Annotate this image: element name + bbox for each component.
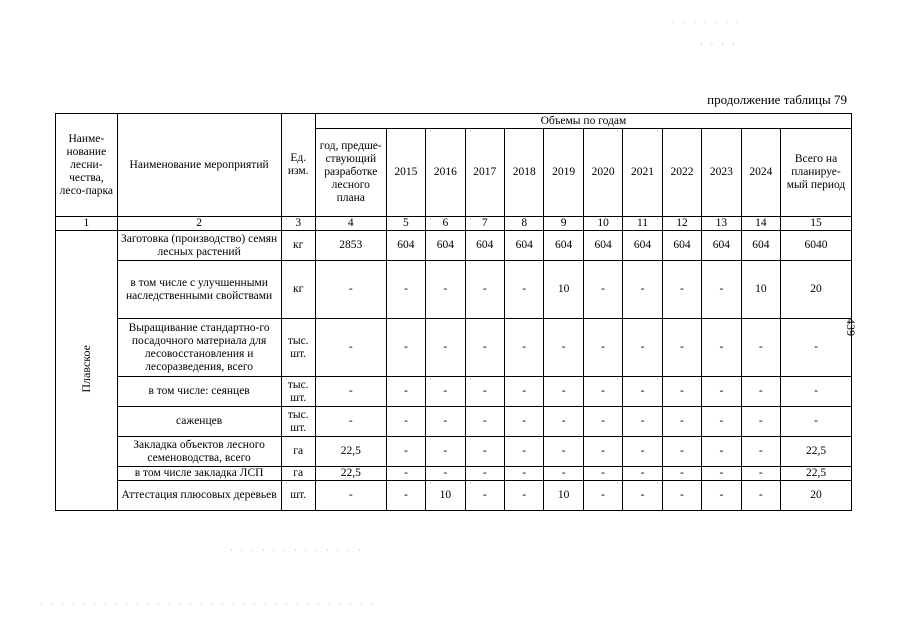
unit-cell: тыс. шт. — [281, 377, 315, 407]
value-cell: - — [702, 377, 741, 407]
value-cell: - — [702, 437, 741, 467]
value-cell: - — [465, 377, 504, 407]
header-volumes-by-year: Объемы по годам — [315, 114, 851, 129]
data-table — [55, 113, 852, 511]
value-cell: - — [741, 437, 780, 467]
value-cell: - — [544, 377, 583, 407]
value-cell: 10 — [544, 261, 583, 319]
forestry-cell — [56, 231, 118, 511]
value-cell: 604 — [583, 231, 622, 261]
value-cell: - — [583, 467, 622, 481]
unit-cell: тыс. шт. — [281, 407, 315, 437]
column-number: 12 — [662, 217, 701, 231]
table-row — [56, 481, 852, 511]
value-cell: - — [504, 377, 543, 407]
header-forestry: Наиме-нование лесни-чества, лесо-парка — [56, 114, 118, 217]
activity-name: саженцев — [117, 407, 281, 437]
value-cell: 604 — [504, 231, 543, 261]
column-number: 8 — [504, 217, 543, 231]
value-cell: 604 — [623, 231, 662, 261]
value-cell: - — [426, 261, 465, 319]
unit-cell: тыс. шт. — [281, 319, 315, 377]
table-row — [56, 319, 852, 377]
header-year: 2015 — [386, 129, 425, 217]
value-cell: - — [662, 377, 701, 407]
unit-cell: кг — [281, 231, 315, 261]
value-cell: - — [741, 319, 780, 377]
value-cell: - — [623, 377, 662, 407]
column-number: 3 — [281, 217, 315, 231]
value-cell: - — [386, 407, 425, 437]
value-cell: 604 — [426, 231, 465, 261]
table-row — [56, 231, 852, 261]
column-number: 10 — [583, 217, 622, 231]
column-number: 6 — [426, 217, 465, 231]
column-number: 2 — [117, 217, 281, 231]
value-cell: - — [583, 377, 622, 407]
value-cell: - — [741, 481, 780, 511]
header-year: 2019 — [544, 129, 583, 217]
value-cell: - — [465, 319, 504, 377]
value-cell: - — [781, 377, 852, 407]
page-number: 439 — [844, 318, 858, 336]
activity-name: в том числе закладка ЛСП — [117, 467, 281, 481]
value-cell: - — [781, 407, 852, 437]
value-cell: 22,5 — [781, 437, 852, 467]
table-row — [56, 261, 852, 319]
value-cell: - — [504, 319, 543, 377]
value-cell: - — [741, 467, 780, 481]
value-cell: 10 — [544, 481, 583, 511]
value-cell: - — [662, 481, 701, 511]
header-year: 2016 — [426, 129, 465, 217]
value-cell: - — [386, 261, 425, 319]
value-cell: - — [465, 467, 504, 481]
value-cell: - — [504, 481, 543, 511]
value-cell: 10 — [741, 261, 780, 319]
value-cell: 604 — [465, 231, 504, 261]
value-cell: - — [662, 407, 701, 437]
unit-cell: шт. — [281, 481, 315, 511]
header-activity: Наименование мероприятий — [117, 114, 281, 217]
value-cell: - — [583, 407, 622, 437]
column-number: 1 — [56, 217, 118, 231]
activity-name: Выращивание стандартно-го посадочного материала для лесовосстановления и лесоразведения, всего — [117, 319, 281, 377]
value-cell: - — [702, 407, 741, 437]
value-cell: - — [386, 377, 425, 407]
scan-noise: · · · · — [700, 40, 738, 49]
scan-noise: · · · · · · · — [672, 18, 742, 27]
value-cell: - — [465, 407, 504, 437]
column-number: 15 — [781, 217, 852, 231]
value-cell: - — [544, 437, 583, 467]
value-cell: 6040 — [781, 231, 852, 261]
header-year: 2022 — [662, 129, 701, 217]
value-cell: - — [315, 377, 386, 407]
value-cell: - — [702, 467, 741, 481]
header-total: Всего на планируе-мый период — [781, 129, 852, 217]
value-cell: 10 — [426, 481, 465, 511]
value-cell: - — [315, 261, 386, 319]
header-prev-year: год, предше-ствующий разработке лесного плана — [315, 129, 386, 217]
value-cell: - — [386, 319, 425, 377]
value-cell: - — [662, 437, 701, 467]
value-cell: - — [315, 481, 386, 511]
value-cell: 2853 — [315, 231, 386, 261]
value-cell: - — [702, 261, 741, 319]
value-cell: - — [544, 407, 583, 437]
value-cell: - — [702, 319, 741, 377]
header-year: 2021 — [623, 129, 662, 217]
column-number: 4 — [315, 217, 386, 231]
column-number: 11 — [623, 217, 662, 231]
value-cell: - — [781, 319, 852, 377]
activity-name: Аттестация плюсовых деревьев — [117, 481, 281, 511]
table-row — [56, 467, 852, 481]
activity-name: Закладка объектов лесного семеноводства, всего — [117, 437, 281, 467]
unit-cell: га — [281, 467, 315, 481]
activity-name: в том числе с улучшенными наследственными свойствами — [117, 261, 281, 319]
activity-name: в том числе: сеянцев — [117, 377, 281, 407]
value-cell: - — [741, 377, 780, 407]
value-cell: - — [623, 261, 662, 319]
value-cell: - — [583, 481, 622, 511]
table-row — [56, 377, 852, 407]
header-year: 2020 — [583, 129, 622, 217]
value-cell: - — [426, 467, 465, 481]
value-cell: - — [465, 437, 504, 467]
header-year: 2018 — [504, 129, 543, 217]
value-cell: 604 — [741, 231, 780, 261]
value-cell: - — [583, 437, 622, 467]
value-cell: - — [741, 407, 780, 437]
value-cell: 604 — [386, 231, 425, 261]
value-cell: - — [426, 319, 465, 377]
value-cell: - — [544, 319, 583, 377]
value-cell: 22,5 — [781, 467, 852, 481]
unit-cell: кг — [281, 261, 315, 319]
header-year: 2024 — [741, 129, 780, 217]
value-cell: - — [583, 319, 622, 377]
unit-cell: га — [281, 437, 315, 467]
header-year: 2023 — [702, 129, 741, 217]
value-cell: 20 — [781, 261, 852, 319]
activity-name: Заготовка (производство) семян лесных растений — [117, 231, 281, 261]
value-cell: - — [544, 467, 583, 481]
value-cell: - — [702, 481, 741, 511]
table-row — [56, 437, 852, 467]
value-cell: - — [504, 261, 543, 319]
scan-noise: · · · · · · · · · · · · · — [230, 546, 364, 555]
value-cell: - — [315, 407, 386, 437]
forestry-name: Плавское — [78, 344, 93, 393]
value-cell: - — [623, 467, 662, 481]
value-cell: - — [426, 407, 465, 437]
value-cell: - — [386, 481, 425, 511]
column-number: 5 — [386, 217, 425, 231]
value-cell: 604 — [544, 231, 583, 261]
value-cell: - — [623, 437, 662, 467]
column-number: 9 — [544, 217, 583, 231]
value-cell: 22,5 — [315, 437, 386, 467]
table-row — [56, 407, 852, 437]
value-cell: - — [386, 437, 425, 467]
value-cell: - — [504, 437, 543, 467]
value-cell: - — [583, 261, 622, 319]
value-cell: - — [386, 467, 425, 481]
value-cell: - — [662, 319, 701, 377]
column-number: 13 — [702, 217, 741, 231]
column-number: 14 — [741, 217, 780, 231]
value-cell: - — [662, 467, 701, 481]
value-cell: 604 — [702, 231, 741, 261]
header-year: 2017 — [465, 129, 504, 217]
value-cell: - — [623, 481, 662, 511]
table-caption: продолжение таблицы 79 — [707, 92, 847, 107]
value-cell: - — [426, 377, 465, 407]
value-cell: - — [426, 437, 465, 467]
value-cell: - — [504, 467, 543, 481]
value-cell: - — [623, 407, 662, 437]
value-cell: - — [315, 319, 386, 377]
value-cell: 22,5 — [315, 467, 386, 481]
value-cell: 20 — [781, 481, 852, 511]
value-cell: - — [662, 261, 701, 319]
value-cell: - — [465, 481, 504, 511]
table-body — [56, 231, 852, 511]
value-cell: - — [623, 319, 662, 377]
value-cell: 604 — [662, 231, 701, 261]
value-cell: - — [504, 407, 543, 437]
column-number: 7 — [465, 217, 504, 231]
scan-noise: · · · · · · · · · · · · · · · · · · · · · · · · · · · · · · · · — [40, 600, 377, 609]
value-cell: - — [465, 261, 504, 319]
header-unit: Ед. изм. — [281, 114, 315, 217]
